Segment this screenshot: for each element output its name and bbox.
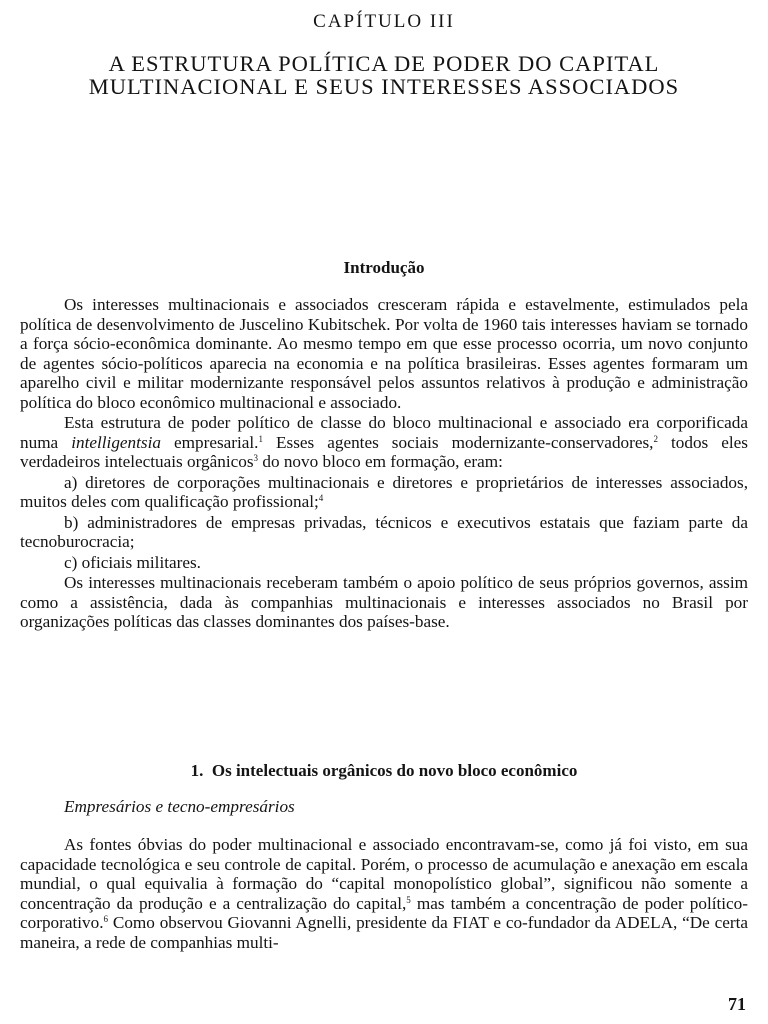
text-run: do novo bloco em formação, eram: xyxy=(258,452,503,471)
section-body xyxy=(20,835,748,952)
text-run: a) diretores de corporações multinacionais e diretores e proprietários de interesses associados, muitos deles com qualificação profissional; xyxy=(20,472,748,511)
chapter-title xyxy=(40,52,728,98)
intro-heading: Introdução xyxy=(343,258,425,277)
footnote-ref-3: 3 xyxy=(253,453,259,463)
chapter-title-line-2: MULTINACIONAL E SEUS INTERESSES ASSOCIADOS xyxy=(88,74,680,99)
text-run: mas também a concentração de poder político-corporativo. xyxy=(20,893,748,932)
list-item-a xyxy=(20,473,748,512)
footnote-ref-4: 4 xyxy=(318,493,324,503)
page-number: 71 xyxy=(728,994,746,1014)
text-run: Esta estrutura de poder político de classe do bloco multinacional e associado era corporificada numa xyxy=(20,413,748,452)
intro-paragraph-1: Os interesses multinacionais e associados cresceram rápida e estavelmente, estimulados pela política de desenvolvimento de Juscelino Kubitschek. Por volta de 1960 tais interesses haviam se tornado a força sócio-econômica dominante. Ao mesmo tempo em que esse processo ocorria, um novo conjunto de agentes sócio-políticos aparecia na economia e na política brasileiras. Esses agentes formaram um aparelho civil e militar modernizante responsável pelos assuntos relativos à produção e administração política do bloco econômico multinacional e associado. xyxy=(20,295,748,412)
text-run: As fontes óbvias do poder multinacional e associado encontravam-se, como já foi visto, em sua capacidade tecnológica e seu controle de capital. Porém, o processo de acumulação e anexação em escala mundial, o qual equivalia à formação do “capital monopolístico global”, significou não somente a concentração da produção e a centralização do capital, xyxy=(20,835,748,913)
chapter-title-line-1: A ESTRUTURA POLÍTICA DE PODER DO CAPITAL xyxy=(108,51,660,76)
subsection-heading: Empresários e tecno-empresários xyxy=(64,797,295,816)
intro-paragraph-3: Os interesses multinacionais receberam também o apoio político de seus próprios governos, assim como a assistência, dada às companhias multinacionais e interesses associados no Brasil por organizações políticas das classes dominantes dos países-base. xyxy=(20,573,748,631)
section-heading: 1. Os intelectuais orgânicos do novo bloco econômico xyxy=(190,761,578,780)
footnote-ref-1: 1 xyxy=(258,433,263,444)
text-run: empresarial. xyxy=(160,432,259,452)
emphasis-intelligentsia: intelligentsia xyxy=(71,432,161,452)
footnote-ref-6: 6 xyxy=(103,914,109,924)
intro-paragraph-2 xyxy=(20,413,748,472)
text-run: Como observou Giovanni Agnelli, presidente da FIAT e co-fundador da ADELA, “De certa maneira, a rede de companhias multi- xyxy=(20,913,748,952)
footnote-ref-5: 5 xyxy=(406,894,411,905)
footnote-ref-2: 2 xyxy=(653,433,658,444)
intro-body xyxy=(20,295,748,632)
text-run: todos eles verdadeiros intelectuais orgânicos xyxy=(20,432,748,471)
text-run: Esses agentes sociais modernizante-conservadores, xyxy=(262,432,654,452)
section-paragraph-1 xyxy=(20,835,748,952)
list-item-c: c) oficiais militares. xyxy=(64,552,201,572)
list-item-b: b) administradores de empresas privadas, técnicos e executivos estatais que faziam parte da tecnoburocracia; xyxy=(20,512,748,551)
chapter-label: CAPÍTULO III xyxy=(313,11,455,32)
